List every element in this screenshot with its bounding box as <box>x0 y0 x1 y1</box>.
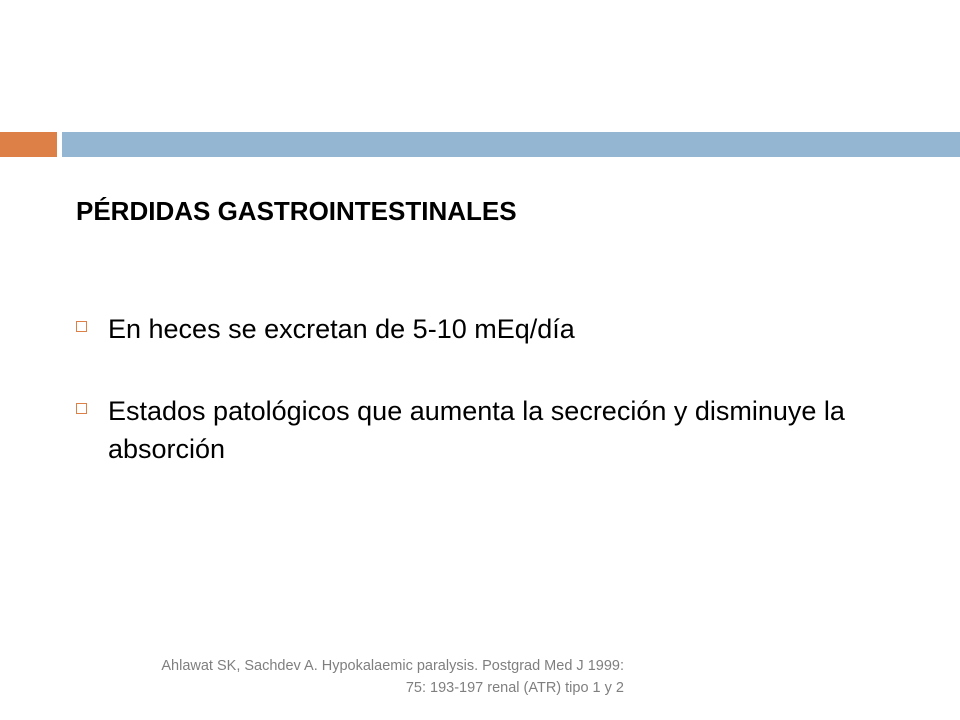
hollow-square-icon <box>76 321 87 332</box>
bullet-list <box>76 310 876 512</box>
header-bar <box>62 132 960 157</box>
bullet-text: Estados patológicos que aumenta la secreción y disminuye la absorción <box>108 396 845 464</box>
reference-citation <box>82 655 624 699</box>
accent-bar <box>0 132 57 157</box>
bullet-item <box>76 310 876 348</box>
bullet-item <box>76 392 876 468</box>
reference-line: Ahlawat SK, Sachdev A. Hypokalaemic paralysis. Postgrad Med J 1999: <box>161 658 624 674</box>
reference-line: 75: 193-197 renal (ATR) tipo 1 y 2 <box>405 680 624 696</box>
bullet-text: En heces se excretan de 5-10 mEq/día <box>108 314 575 344</box>
slide-heading: PÉRDIDAS GASTROINTESTINALES <box>76 196 517 226</box>
hollow-square-icon <box>76 403 87 414</box>
